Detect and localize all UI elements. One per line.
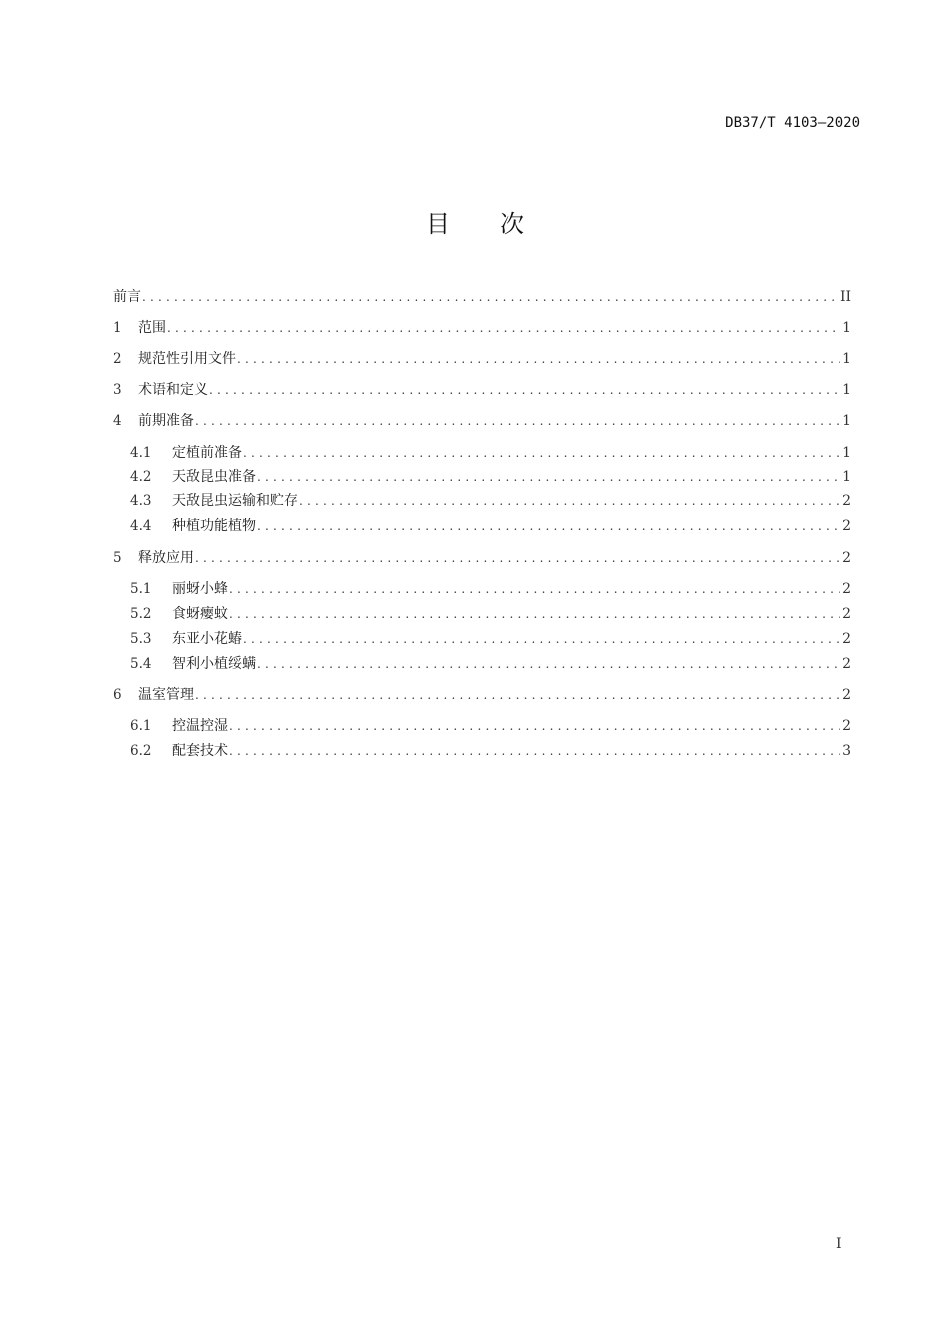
- toc-entry-page: II: [839, 289, 851, 305]
- toc-entry-number: 4.2: [130, 469, 152, 485]
- toc-entry[interactable]: [113, 548, 851, 568]
- toc-dot-leader: [167, 318, 840, 338]
- toc-entry[interactable]: [130, 579, 851, 599]
- toc-entry-number: 6.1: [130, 718, 152, 734]
- toc-entry-page: 2: [842, 631, 851, 647]
- toc-dot-leader: [229, 716, 840, 736]
- toc-entry-page: 2: [842, 606, 851, 622]
- toc-entry-number: 3: [113, 382, 122, 398]
- toc-entry-number: 2: [113, 351, 122, 367]
- toc-entry-page: 3: [842, 743, 851, 759]
- toc-entry-label: 温室管理: [138, 687, 194, 703]
- toc-entry[interactable]: [130, 716, 851, 736]
- toc-entry[interactable]: [113, 685, 851, 705]
- toc-entry-label: 东亚小花蝽: [172, 631, 242, 647]
- toc-entry-page: 1: [842, 320, 851, 336]
- toc-dot-leader: [195, 548, 840, 568]
- toc-entry-number: 4.4: [130, 518, 152, 534]
- toc-entry[interactable]: [130, 654, 851, 674]
- toc-entry-page: 1: [842, 351, 851, 367]
- toc-entry-label: 定植前准备: [172, 445, 242, 461]
- toc-entry-label: 控温控湿: [172, 718, 228, 734]
- toc-dot-leader: [229, 579, 840, 599]
- toc-dot-leader: [209, 380, 840, 400]
- toc-entry[interactable]: [130, 443, 851, 463]
- toc-entry-number: 5.1: [130, 581, 152, 597]
- toc-dot-leader: [195, 411, 840, 431]
- toc-entry-number: 1: [113, 320, 122, 336]
- toc-entry[interactable]: [113, 349, 851, 369]
- toc-entry-page: 1: [842, 413, 851, 429]
- toc-entry-number: 4.1: [130, 445, 152, 461]
- toc-entry[interactable]: [130, 467, 851, 487]
- toc-entry-label: 规范性引用文件: [138, 351, 236, 367]
- toc-entry-page: 1: [842, 469, 851, 485]
- toc-dot-leader: [142, 287, 838, 307]
- toc-entry-page: 2: [842, 656, 851, 672]
- toc-entry-number: 5.2: [130, 606, 152, 622]
- toc-entry[interactable]: [130, 491, 851, 511]
- toc-entry-label: 智利小植绥螨: [172, 656, 256, 672]
- toc-entry-page: 2: [842, 518, 851, 534]
- toc-dot-leader: [243, 443, 840, 463]
- toc-dot-leader: [229, 741, 840, 761]
- toc-entry-number: 5.3: [130, 631, 152, 647]
- document-code: DB37/T 4103—2020: [725, 115, 860, 131]
- toc-entry[interactable]: [113, 380, 851, 400]
- toc-entry-label: 天敌昆虫准备: [172, 469, 256, 485]
- toc-entry-label: 前言: [113, 289, 141, 305]
- toc-entry[interactable]: [113, 318, 851, 338]
- toc-entry-label: 配套技术: [172, 743, 228, 759]
- toc-entry-page: 2: [842, 493, 851, 509]
- toc-entry-number: 5.4: [130, 656, 152, 672]
- toc-dot-leader: [299, 491, 840, 511]
- toc-entry-number: 5: [113, 550, 122, 566]
- toc-dot-leader: [237, 349, 840, 369]
- toc-dot-leader: [229, 604, 840, 624]
- toc-title: [0, 204, 950, 239]
- toc-dot-leader: [257, 467, 840, 487]
- toc-entry-page: 1: [842, 382, 851, 398]
- toc-entry-number: 6.2: [130, 743, 152, 759]
- toc-dot-leader: [257, 654, 840, 674]
- toc-entry-page: 2: [842, 687, 851, 703]
- toc-entry-label: 释放应用: [138, 550, 194, 566]
- toc-entry[interactable]: [130, 604, 851, 624]
- toc-entry[interactable]: [130, 629, 851, 649]
- toc-entry-number: 4: [113, 413, 122, 429]
- toc-entry[interactable]: [113, 287, 851, 307]
- toc-entry-label: 范围: [138, 320, 166, 336]
- toc-entry-page: 2: [842, 550, 851, 566]
- page-number: I: [836, 1236, 842, 1252]
- toc-dot-leader: [195, 685, 840, 705]
- toc-dot-leader: [243, 629, 840, 649]
- toc-dot-leader: [257, 516, 840, 536]
- toc-entry-label: 前期准备: [138, 413, 194, 429]
- toc-entry-label: 术语和定义: [138, 382, 208, 398]
- toc-entry-number: 4.3: [130, 493, 152, 509]
- toc-entry[interactable]: [113, 411, 851, 431]
- toc-title-char-2: 次: [500, 210, 524, 238]
- toc-entry-label: 天敌昆虫运输和贮存: [172, 493, 298, 509]
- toc-entry-page: 2: [842, 718, 851, 734]
- toc-entry[interactable]: [130, 516, 851, 536]
- toc-entry-label: 丽蚜小蜂: [172, 581, 228, 597]
- toc-title-char-1: 目: [426, 210, 450, 238]
- toc-entry-number: 6: [113, 687, 122, 703]
- toc-entry-label: 食蚜瘿蚊: [172, 606, 228, 622]
- toc-entry[interactable]: [130, 741, 851, 761]
- toc-entry-page: 1: [842, 445, 851, 461]
- toc-entry-label: 种植功能植物: [172, 518, 256, 534]
- toc-entry-page: 2: [842, 581, 851, 597]
